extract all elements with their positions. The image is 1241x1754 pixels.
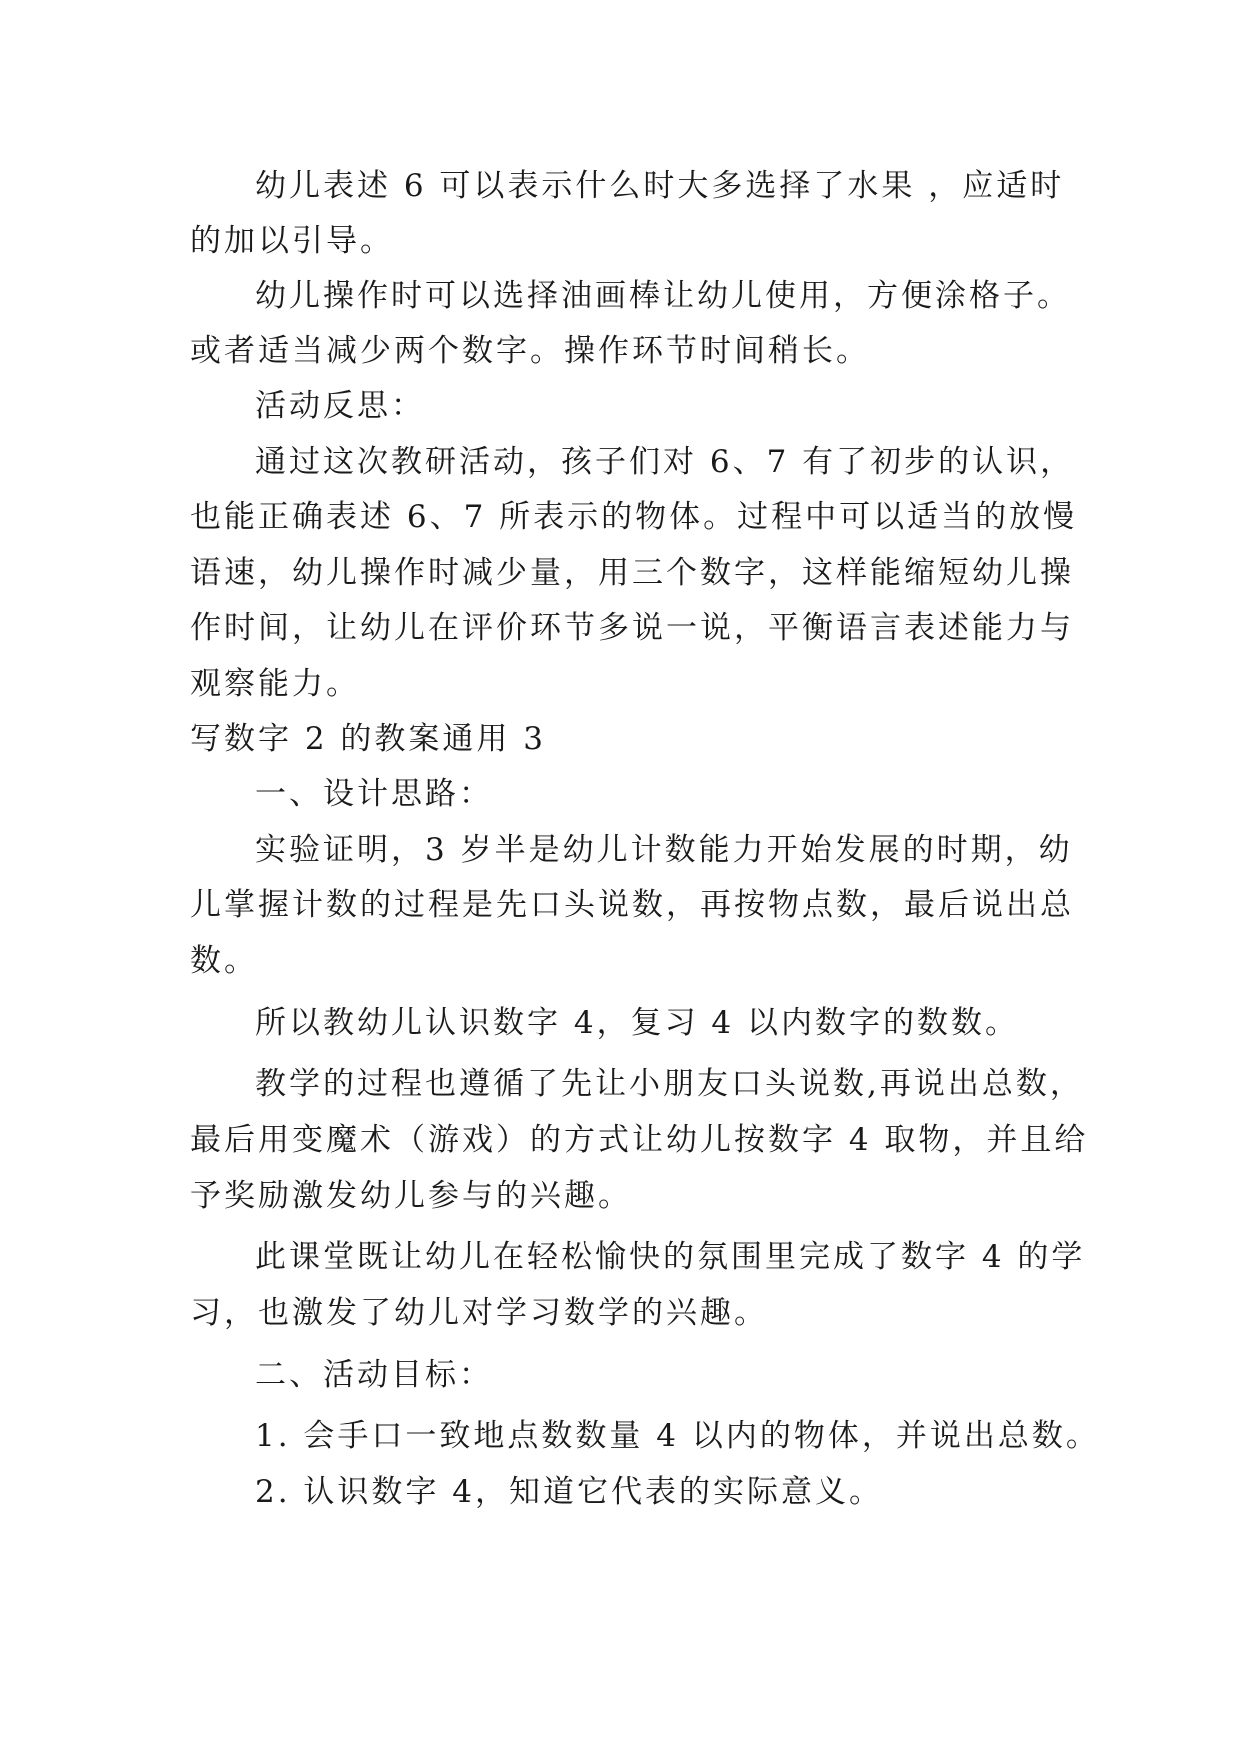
paragraph-line: 的加以引导。 <box>190 223 394 259</box>
paragraph-line: 数。 <box>190 943 258 979</box>
paragraph-line: 所以教幼儿认识数字 4，复习 4 以内数字的数数。 <box>255 1005 1020 1041</box>
paragraph-line: 作时间，让幼儿在评价环节多说一说，平衡语言表述能力与 <box>190 610 1074 646</box>
paragraph-line: 实验证明，3 岁半是幼儿计数能力开始发展的时期，幼 <box>255 832 1073 868</box>
paragraph-line: 儿掌握计数的过程是先口头说数，再按物点数，最后说出总 <box>190 887 1074 923</box>
section-heading: 二、活动目标： <box>255 1357 493 1393</box>
document-title: 写数字 2 的教案通用 3 <box>190 721 547 757</box>
paragraph-line: 幼儿表述 6 可以表示什么时大多选择了水果 ，应适时 <box>255 168 1065 204</box>
paragraph-line: 通过这次教研活动，孩子们对 6、7 有了初步的认识， <box>255 444 1075 480</box>
paragraph-line: 习，也激发了幼儿对学习数学的兴趣。 <box>190 1295 768 1331</box>
list-item: 1. 会手口一致地点数数量 4 以内的物体，并说出总数。 <box>255 1418 1100 1454</box>
paragraph-line: 观察能力。 <box>190 666 360 702</box>
paragraph-line: 或者适当减少两个数字。操作环节时间稍长。 <box>190 333 870 369</box>
paragraph-line: 语速，幼儿操作时减少量，用三个数字，这样能缩短幼儿操 <box>190 555 1074 591</box>
paragraph-line: 幼儿操作时可以选择油画棒让幼儿使用，方便涂格子。 <box>255 278 1071 314</box>
paragraph-line: 也能正确表述 6、7 所表示的物体。过程中可以适当的放慢 <box>190 499 1078 535</box>
paragraph-line: 最后用变魔术（游戏）的方式让幼儿按数字 4 取物，并且给 <box>190 1122 1089 1158</box>
paragraph-line: 此课堂既让幼儿在轻松愉快的氛围里完成了数字 4 的学 <box>255 1239 1086 1275</box>
section-heading: 活动反思： <box>255 388 425 424</box>
paragraph-line: 予奖励激发幼儿参与的兴趣。 <box>190 1178 632 1214</box>
section-heading: 一、设计思路： <box>255 776 493 812</box>
list-item: 2. 认识数字 4，知道它代表的实际意义。 <box>255 1474 884 1510</box>
paragraph-line: 教学的过程也遵循了先让小朋友口头说数,再说出总数， <box>255 1066 1084 1102</box>
